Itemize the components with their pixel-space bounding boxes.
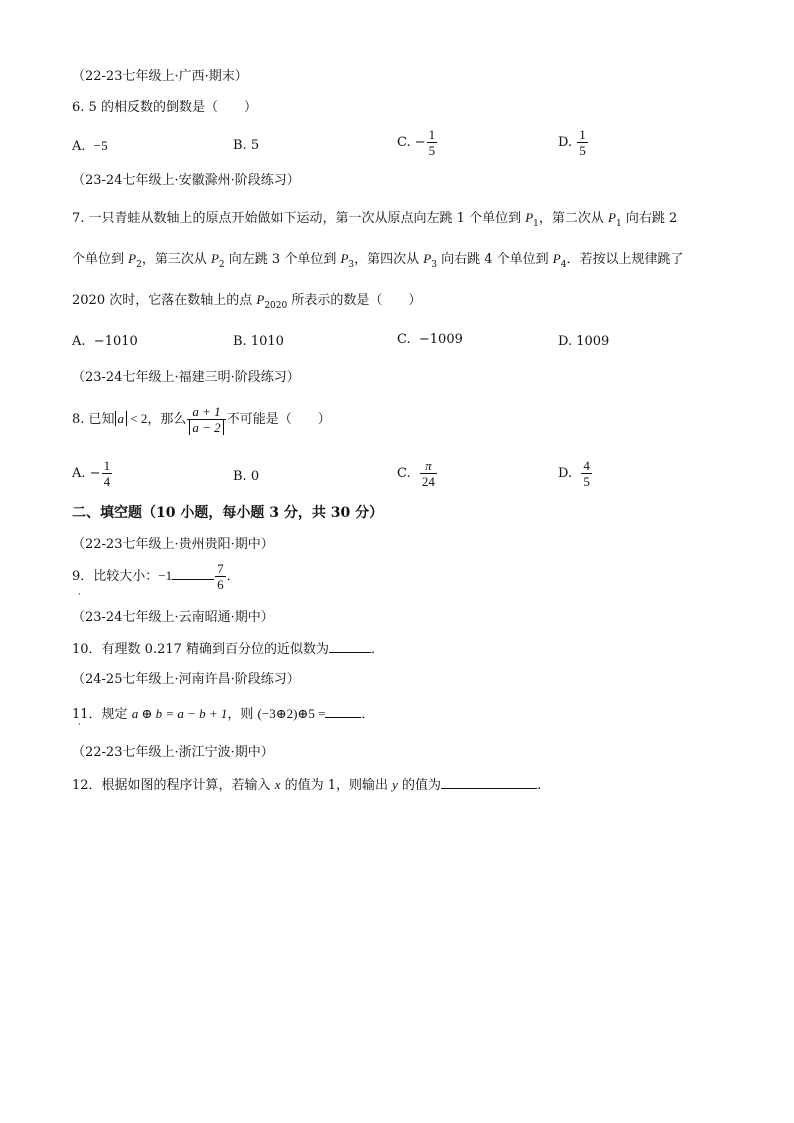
source-q11: （24-25七年级上·河南许昌·阶段练习） (72, 672, 300, 687)
dot-mark: · (78, 720, 81, 730)
question-6-stem: 6. 5 的相反数的倒数是（ ） (72, 100, 257, 115)
dot-mark: · (78, 590, 81, 600)
question-7-line2: 个单位到 $P_2$，第三次从 $P_2$ 向左跳 3 个单位到 $P_3$，第四次从 $P_3$ 向右跳 4 个单位到 $P_4$．若按以上规律跳了 (72, 251, 684, 270)
question-11: 11．规定 a ⊕ b = a − b + 1，则 (−3⊕2)⊕5 = ． (72, 706, 375, 722)
question-7-line3: 2020 次时，它落在数轴上的点 $P_{2020}$ 所表示的数是（ ） (72, 292, 422, 311)
fraction: $\frac{4}{5}$ (583, 458, 590, 489)
fraction: $\frac{1}{5}$ (428, 127, 436, 158)
q8-option-a: A. − $\frac{1}{4}$ (72, 458, 111, 489)
fraction: $\frac{7}{6}$ (217, 561, 224, 592)
fraction: $\frac{1}{5}$ (579, 127, 586, 158)
fraction: $\frac{1}{4}$ (103, 458, 111, 489)
source-q7: （23-24七年级上·安徽滁州·阶段练习） (72, 173, 300, 188)
question-12: 12．根据如图的程序计算，若输入 x 的值为 1，则输出 y 的值为 . (72, 777, 542, 793)
section-2-title: 二、填空题（10 小题，每小题 3 分，共 30 分） (72, 505, 384, 521)
q8-option-b: B. 0 (233, 469, 260, 484)
q7-option-d: D. 1009 (558, 334, 610, 349)
answer-blank (325, 705, 361, 718)
answer-blank (329, 640, 371, 653)
q8-option-d: D. $\frac{4}{5}$ (558, 458, 590, 489)
q7-option-c: C. −1009 (397, 332, 463, 347)
question-10: 10．有理数 0.217 精确到百分位的近似数为 ． (72, 642, 385, 657)
source-q12: （22-23七年级上·浙江宁波·期中） (72, 745, 274, 760)
answer-blank (441, 776, 537, 789)
fraction: $\frac{a + 1}{a - 2}$ (187, 404, 225, 435)
answer-blank (172, 567, 214, 580)
source-q10: （23-24七年级上·云南昭通·期中） (72, 610, 274, 625)
fraction: $\frac{\pi}{24}$ (421, 458, 435, 489)
q6-option-d: D. $\frac{1}{5}$ (558, 127, 586, 158)
q6-option-c: C. − $\frac{1}{5}$ (397, 127, 436, 158)
q7-option-a: A. −1010 (72, 334, 138, 349)
source-q8: （23-24七年级上·福建三明·阶段练习） (72, 370, 300, 385)
q8-option-c: C. $\frac{\pi}{24}$ (397, 458, 435, 489)
question-7-line1: 7. 一只青蛙从数轴上的原点开始做如下运动，第一次从原点向左跳 1 个单位到 $P_1$，第二次从 $P_1$ 向右跳 2 (72, 210, 678, 229)
question-8-stem: 8. 已知 a < 2，那么 $\frac{a + 1}{a - 2}$ 不可能是（ ） (72, 404, 331, 435)
q7-option-b: B. 1010 (233, 334, 284, 349)
q6-option-b: B. 5 (233, 138, 260, 153)
source-q6: （22-23七年级上·广西·期末） (72, 69, 248, 84)
source-q9: （22-23七年级上·贵州贵阳·期中） (72, 537, 274, 552)
q6-option-a: A. −5 (72, 138, 108, 154)
question-9: 9．比较大小：−1 $\frac{7}{6}$ ． (72, 561, 240, 592)
